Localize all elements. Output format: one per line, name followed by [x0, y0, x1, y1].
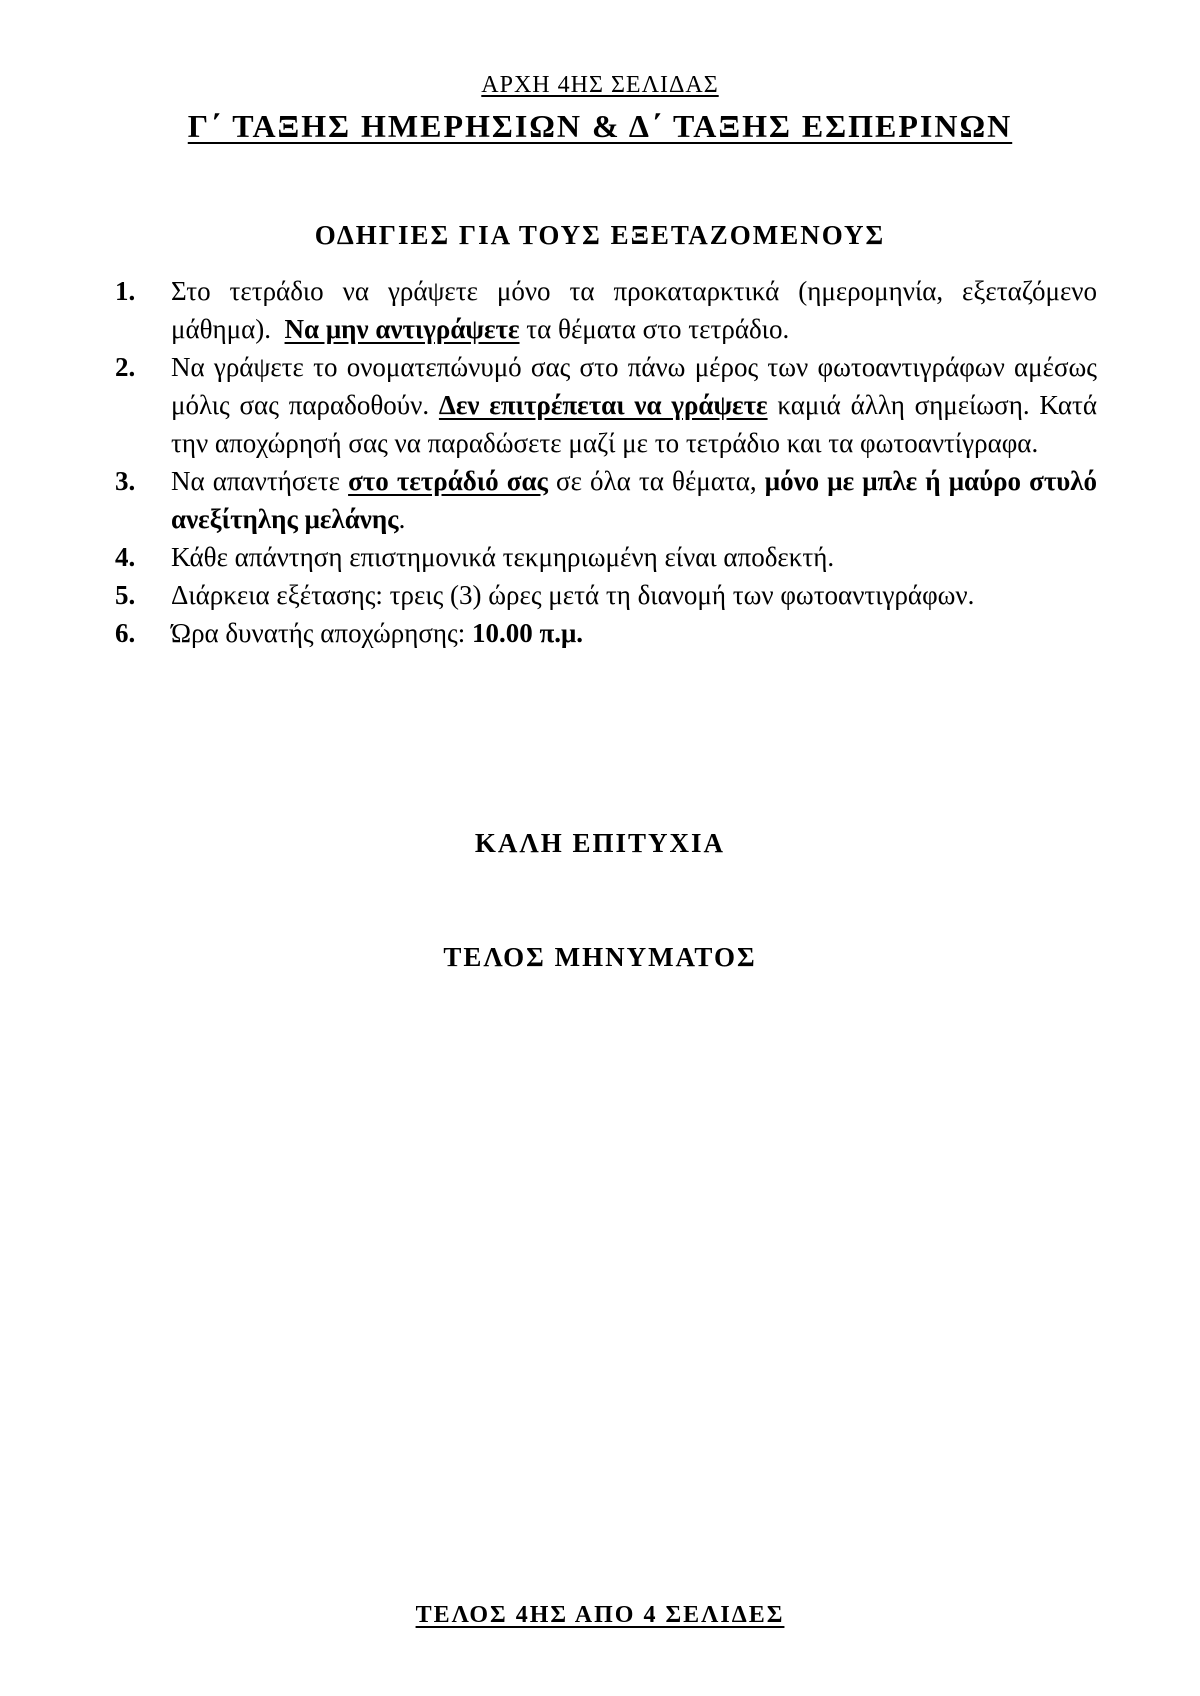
instruction-text: Διάρκεια εξέτασης: τρεις (3) ώρες μετά τη διανομή των φωτοαντιγράφων. — [171, 580, 975, 610]
item-number: 3. — [115, 466, 136, 496]
instruction-text: τα θέματα στο τετράδιο. — [526, 314, 790, 344]
instruction-text: Κάθε απάντηση επιστημονικά τεκμηριωμένη είναι αποδεκτή. — [171, 542, 835, 572]
instruction-item-1 — [115, 272, 1097, 348]
instruction-emphasis: Να μην αντιγράψετε — [284, 314, 520, 344]
instruction-emphasis: στο τετράδιό σας — [348, 466, 548, 496]
instruction-text: . — [398, 504, 406, 534]
instruction-item-6 — [115, 614, 1097, 652]
instruction-text: Να γράψετε το ονοματεπώνυμό σας στο πάνω μέρος των φωτοαντιγράφων αμέσως μόλις σας παραδοθούν. — [171, 352, 1097, 420]
document-title: Γ΄ ΤΑΞΗΣ ΗΜΕΡΗΣΙΩΝ & Δ΄ ΤΑΞΗΣ ΕΣΠΕΡΙΝΩΝ — [187, 108, 1013, 144]
instruction-text: καμιά άλλη σημείωση. Κατά την αποχώρησή σας να παραδώσετε μαζί με το τετράδιο και τα φωτοαντίγραφα. — [171, 390, 1098, 458]
instruction-item-5 — [115, 576, 1097, 614]
instruction-text: Ώρα δυνατής αποχώρησης: — [171, 618, 466, 648]
instructions-title: ΟΔΗΓΙΕΣ ΓΙΑ ΤΟΥΣ ΕΞΕΤΑΖΟΜΕΝΟΥΣ — [314, 220, 886, 250]
item-number: 5. — [115, 580, 136, 610]
item-number: 6. — [115, 618, 136, 648]
instruction-item-4 — [115, 538, 1097, 576]
instruction-emphasis: Δεν επιτρέπεται να γράψετε — [438, 390, 768, 420]
instructions-list — [115, 272, 1097, 652]
instruction-bold: 10.00 π.μ. — [471, 618, 584, 648]
instruction-item-2 — [115, 348, 1097, 462]
instruction-text: Στο τετράδιο να γράψετε μόνο τα προκαταρκτικά (ημερομηνία, εξεταζόμενο μάθημα). — [171, 276, 1097, 344]
page-end-footer: ΤΕΛΟΣ 4ΗΣ ΑΠΟ 4 ΣΕΛΙΔΕΣ — [415, 1602, 785, 1628]
item-number: 1. — [115, 276, 136, 306]
instruction-text: σε όλα τα θέματα, — [556, 466, 757, 496]
item-number: 2. — [115, 352, 136, 382]
item-number: 4. — [115, 542, 136, 572]
page-start-header: ΑΡΧΗ 4ΗΣ ΣΕΛΙΔΑΣ — [481, 72, 719, 98]
instruction-text: Να απαντήσετε — [171, 466, 340, 496]
instruction-item-3 — [115, 462, 1097, 538]
good-luck-text: ΚΑΛΗ ΕΠΙΤΥΧΙΑ — [474, 828, 726, 858]
instruction-bold: μόνο με μπλε ή μαύρο στυλό ανεξίτηλης μελάνης — [171, 466, 1098, 534]
end-of-message: ΤΕΛΟΣ ΜΗΝΥΜΑΤΟΣ — [443, 942, 757, 972]
